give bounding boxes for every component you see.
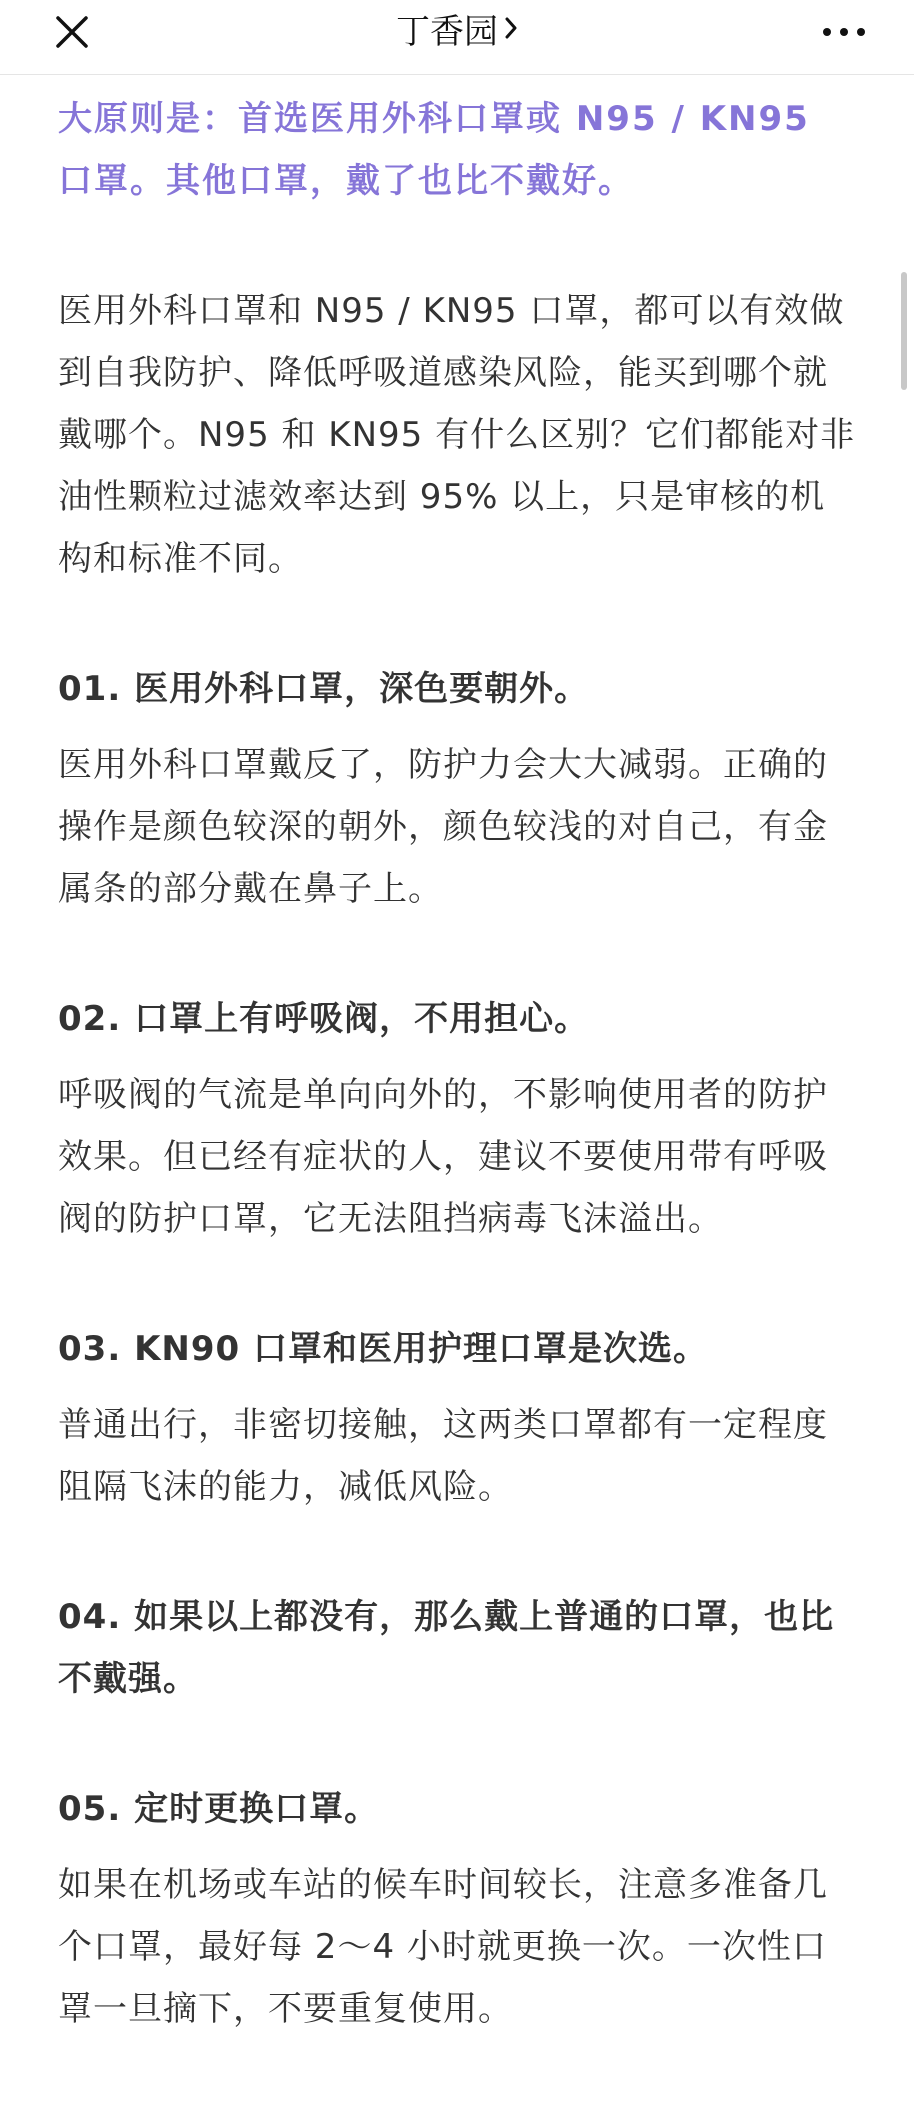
section-text-02: 呼吸阀的气流是单向向外的，不影响使用者的防护效果。但已经有症状的人，建议不要使用带有呼吸阀的防护口罩，它无法阻挡病毒飞沫溢出。 bbox=[58, 1075, 828, 1239]
section-heading-04: 04. 如果以上都没有，那么戴上普通的口罩，也比不戴强。 bbox=[58, 1597, 835, 1699]
navigation-bar bbox=[0, 0, 914, 75]
section-text-05: 如果在机场或车站的候车时间较长，注意多准备几个口罩，最好每 2～4 小时就更换一次。一次性口罩一旦摘下，不要重复使用。 bbox=[58, 1865, 828, 2029]
section-heading-02: 02. 口罩上有呼吸阀，不用担心。 bbox=[58, 999, 590, 1039]
article-body bbox=[58, 88, 858, 2108]
section-heading-05: 05. 定时更换口罩。 bbox=[58, 1789, 380, 1829]
section-text-03: 普通出行，非密切接触，这两类口罩都有一定程度阻隔飞沫的能力，减低风险。 bbox=[58, 1405, 828, 1507]
chevron-right-icon bbox=[504, 16, 518, 40]
intro-paragraph: 医用外科口罩和 N95 / KN95 口罩，都可以有效做到自我防护、降低呼吸道感染风险，能买到哪个就戴哪个。N95 和 KN95 有什么区别？它们都能对非油性颗粒过滤效率达到 95% 以上，只是审核的机构和标准不同。 bbox=[58, 291, 856, 579]
section-heading-03: 03. KN90 口罩和医用护理口罩是次选。 bbox=[58, 1329, 709, 1369]
scrollbar-thumb[interactable] bbox=[901, 272, 907, 390]
page-title: 丁香园 bbox=[396, 11, 498, 52]
section-text-01: 医用外科口罩戴反了，防护力会大大减弱。正确的操作是颜色较深的朝外，颜色较浅的对自己，有金属条的部分戴在鼻子上。 bbox=[58, 745, 828, 909]
principle-highlight: 大原则是：首选医用外科口罩或 N95 / KN95 口罩。其他口罩，戴了也比不戴好。 bbox=[58, 99, 810, 201]
section-heading-01: 01. 医用外科口罩，深色要朝外。 bbox=[58, 669, 590, 709]
more-icon bbox=[822, 27, 866, 37]
more-button[interactable] bbox=[814, 8, 874, 56]
account-title-link[interactable] bbox=[0, 0, 914, 56]
